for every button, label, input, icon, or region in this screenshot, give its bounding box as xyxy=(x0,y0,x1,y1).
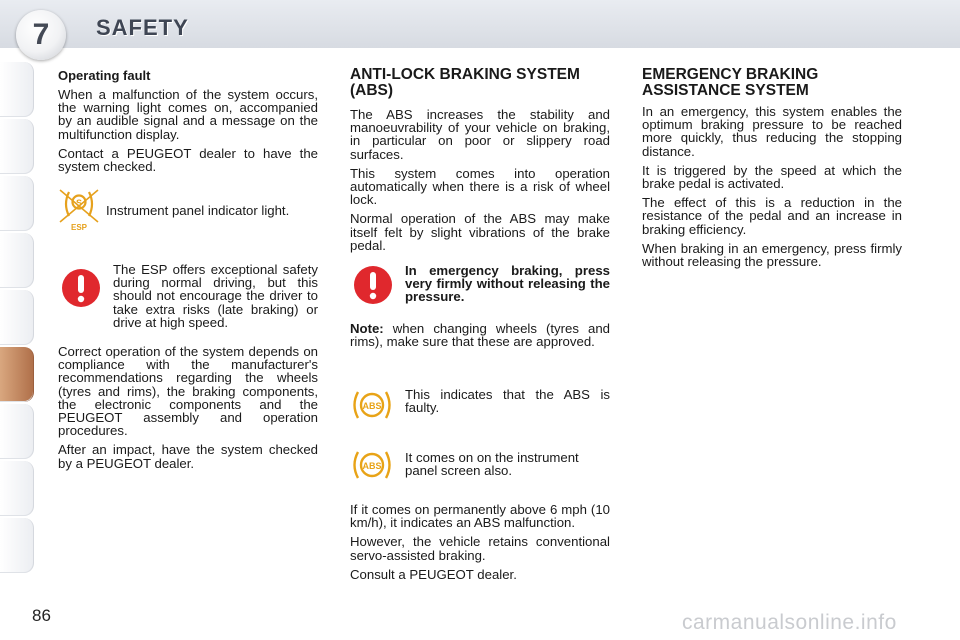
paragraph: Correct operation of the system depends on compliance with the manufacturer's recommendations regarding the wheels (tyres and rims), the braking components, the electronic components and the PEUGEOT assembly and operation procedures. xyxy=(58,344,318,439)
paragraph: This system comes into operation automatically when there is a risk of wheel lock. xyxy=(350,165,610,208)
abs-warning-light-icon xyxy=(350,388,394,422)
paragraph: Consult a PEUGEOT dealer. xyxy=(350,566,517,582)
page-number: 86 xyxy=(32,606,51,625)
paragraph: The effect of this is a reduction in the resistance of the pedal and an increase in braking efficiency. xyxy=(642,195,902,237)
emergency-braking-warning: In emergency braking, press very firmly without releasing the pressure. xyxy=(405,263,610,305)
chapter-tab[interactable] xyxy=(0,290,34,345)
esp-caption: Instrument panel indicator light. xyxy=(106,203,290,218)
abs-icon-label: ABS xyxy=(362,461,382,471)
esp-icon-label: ESP xyxy=(70,223,88,232)
note-text xyxy=(350,322,610,348)
section-title: SAFETY xyxy=(96,15,189,40)
svg-text:S: S xyxy=(75,198,83,208)
eba-heading: EMERGENCY BRAKING ASSISTANCE SYSTEM xyxy=(642,66,819,99)
abs-description xyxy=(350,108,610,258)
esp-warning-light-icon xyxy=(56,186,102,232)
paragraph: However, the vehicle retains conventional servo-assisted braking. xyxy=(350,534,610,563)
chapter-tab[interactable] xyxy=(0,233,34,288)
note-label: Note: xyxy=(350,321,384,336)
watermark: carmanualsonline.info xyxy=(682,611,897,634)
chapter-tab[interactable] xyxy=(0,176,34,231)
correct-operation-text xyxy=(58,345,318,476)
chapter-tabs xyxy=(0,62,34,575)
chapter-tab[interactable] xyxy=(0,461,34,516)
operating-fault-text xyxy=(58,88,318,179)
esp-safety-warning: The ESP offers exceptional safety during normal driving, but this should not encourage the driver to take extra risks (late braking) or drive at high speed. xyxy=(113,262,318,330)
operating-fault-heading: Operating fault xyxy=(58,68,151,83)
paragraph: Normal operation of the ABS may make itself felt by slight vibrations of the brake pedal. xyxy=(350,211,610,253)
chapter-tab[interactable] xyxy=(0,518,34,573)
abs-icon-label: ABS xyxy=(362,401,382,411)
abs-faulty-text: This indicates that the ABS is faulty. xyxy=(405,387,610,416)
abs-malfunction-text xyxy=(350,503,610,587)
exclamation-warning-icon xyxy=(353,265,393,305)
abs-screen-text: It comes on on the instrument panel screen also. xyxy=(405,450,579,479)
paragraph: The ABS increases the stability and manoeuvrability of your vehicle on braking, in particular on poor or slippery road surfaces. xyxy=(350,107,610,162)
paragraph: After an impact, have the system checked by a PEUGEOT dealer. xyxy=(58,442,318,471)
chapter-tab[interactable] xyxy=(0,404,34,459)
eba-description xyxy=(642,105,902,274)
abs-heading: ANTI-LOCK BRAKING SYSTEM (ABS) xyxy=(350,66,580,99)
paragraph: In an emergency, this system enables the optimum braking pressure to be reached more quickly, thus reducing the stopping distance. xyxy=(642,104,902,159)
chapter-tab-active[interactable] xyxy=(0,347,34,402)
paragraph: When braking in an emergency, press firmly without releasing the pressure. xyxy=(642,240,902,270)
paragraph: It is triggered by the speed at which the brake pedal is activated. xyxy=(642,162,902,192)
chapter-tab[interactable] xyxy=(0,62,34,117)
paragraph: When a malfunction of the system occurs, the warning light comes on, accompanied by an audible signal and a message on the multifunction display. xyxy=(58,87,318,142)
paragraph: Contact a PEUGEOT dealer to have the system checked. xyxy=(58,145,318,175)
chapter-number-badge: 7 xyxy=(16,10,66,60)
exclamation-warning-icon xyxy=(61,268,101,308)
note-body: when changing wheels (tyres and rims), make sure that these are approved. xyxy=(350,321,610,350)
abs-warning-light-icon xyxy=(350,448,394,482)
chapter-tab[interactable] xyxy=(0,119,34,174)
paragraph: If it comes on permanently above 6 mph (10 km/h), it indicates an ABS malfunction. xyxy=(350,502,610,531)
